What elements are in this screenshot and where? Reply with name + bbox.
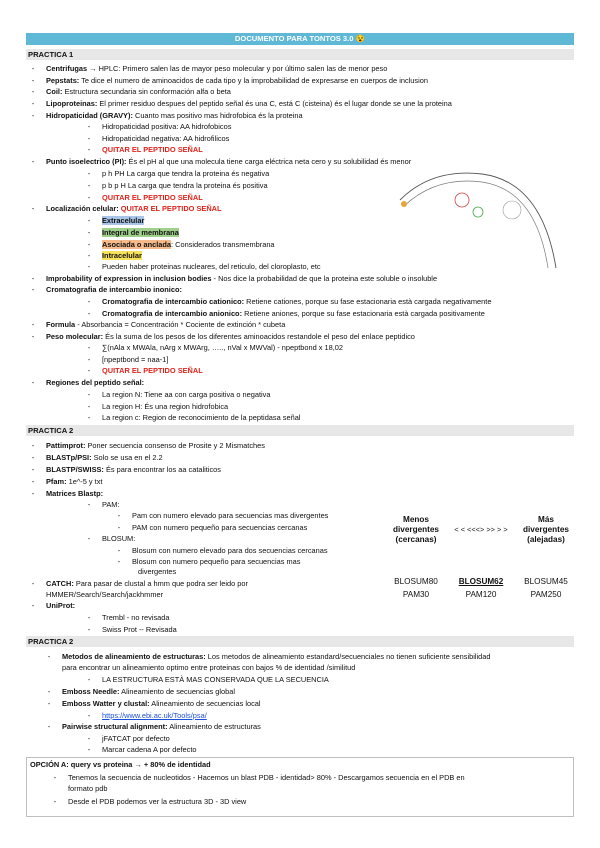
list-item: - Pam con numero elevado para secuencias mas divergentes: [117, 511, 329, 520]
table-cell: BLOSUM80: [394, 577, 438, 586]
list-item: - BLOSUM:: [87, 534, 136, 543]
list-item-continuation: formato pdb: [68, 784, 108, 793]
list-item: - Improbability of expression in inclusion bodies - Nos dice la probabilidad de que la proteina este soluble o insoluble: [31, 274, 438, 283]
list-item: - Blosum con numero pequeño para secuencias mas: [117, 557, 301, 566]
table-header-arrows: < < <<<> >> > >: [454, 525, 508, 534]
list-item: - La region H: És una region hidrofobica: [87, 402, 229, 411]
list-item: - Tenemos la secuencia de nucleotidos - Hacemos un blast PDB - identidad> 80% - Descargamos secuencia en el PDB en: [53, 773, 465, 782]
list-item: - PAM:: [87, 500, 120, 509]
table-header-menos: Menos divergentes (cercanas): [393, 515, 439, 544]
list-item: - Regiones del peptido señal:: [31, 378, 145, 387]
list-item: - Cromatografia de intercambio inonico:: [31, 285, 182, 294]
list-item: - Matrices Blastp:: [31, 489, 104, 498]
membrane-inner-line: [404, 181, 548, 268]
protein-marker-icon: [401, 201, 407, 207]
list-item: - QUITAR EL PEPTIDO SEÑAL: [87, 145, 203, 154]
list-item: - Emboss Watter y clustal: Alineamiento de secuencias local: [47, 699, 261, 708]
list-item: - BLASTP/SWISS: És para encontrar los aa cataliticos: [31, 465, 221, 474]
section-header-practica-1: PRACTICA 1: [26, 49, 574, 60]
list-item: - Peso molecular: És la suma de los pesos de los diferentes aminoacidos restandole el peso del enlace peptidico: [31, 332, 415, 341]
list-item: - Swiss Prot -- Revisada: [87, 625, 177, 634]
list-item: - jFATCAT por defecto: [87, 734, 170, 743]
membrane-outer-line: [400, 173, 556, 268]
list-item: - La region N: Tiene aa con carga positiva o negativa: [87, 390, 271, 399]
list-item: - Blosum con numero elevado para dos secuencias cercanas: [117, 546, 328, 555]
list-item: - Pepstats: Te dice el numero de aminoacidos de cada tipo y la improbabilidad de expresarse en cuerpos de inclusion: [31, 76, 428, 85]
psa-tools-link[interactable]: https://www.ebi.ac.uk/Tools/psa/: [102, 711, 207, 720]
list-item: - Centrifugas → HPLC: Primero salen las de mayor peso molecular y por último salen las de menor peso: [31, 64, 388, 73]
list-item: - Metodos de alineamiento de estructuras: Los metodos de alineamiento estandard/secuenciales no tienen suficiente sensibilidad: [47, 652, 491, 661]
list-item: - QUITAR EL PEPTIDO SEÑAL: [87, 366, 203, 375]
list-item: - Extracelular: [87, 216, 145, 225]
list-item: - Pattimprot: Poner secuencia consenso de Prosite y 2 Mismatches: [31, 441, 265, 450]
organelle-icon: [503, 201, 521, 219]
document-title: DOCUMENTO PARA TONTOS 3.0 😵: [26, 33, 574, 45]
list-item: - https://www.ebi.ac.uk/Tools/psa/: [87, 711, 207, 720]
list-item: - p b p H La carga que tendra la proteina és positiva: [87, 181, 268, 190]
list-item: - UniProt:: [31, 601, 76, 610]
list-item: - Hidropaticidad positiva: AA hidrofobicos: [87, 122, 232, 131]
list-item: - Pairwise structural alignment: Alineamiento de estructuras: [47, 722, 261, 731]
list-item: - Desde el PDB podemos ver la estructura 3D - 3D view: [53, 797, 247, 806]
list-item: - Punto isoelectrico (PI): És el pH al que una molecula tiene carga eléctrica neta cero y su solubilidad és menor: [31, 157, 412, 166]
list-item: - Coil: Estructura secundaria sin conformación alfa o beta: [31, 87, 231, 96]
table-cell: BLOSUM62: [458, 577, 504, 586]
list-item: - Integral de membrana: [87, 228, 179, 237]
list-item: - Localización celular: QUITAR EL PEPTIDO SEÑAL: [31, 204, 222, 213]
list-item: - [npeptbond = naa-1]: [87, 355, 169, 364]
table-cell: PAM250: [530, 590, 562, 599]
list-item: - Lipoproteinas: El primer residuo despues del peptido señal és una C, está C (cisteina) és el lugar donde se une la proteina: [31, 99, 452, 108]
list-item-continuation: HMMER/Search/Search/jackhmmer: [46, 590, 164, 599]
list-item: - La region c: Region de reconocimiento de la peptidasa señal: [87, 413, 301, 422]
list-item: - Asociada o anclada: Considerados transmembrana: [87, 240, 275, 249]
list-item: - PAM con numero pequeño para secuencias cercanas: [117, 523, 308, 532]
organelle-icon: [473, 207, 483, 217]
list-item: - Cromatografia de intercambio anionico: Retiene aniones, porque su fase estacionaria està cargada positivamente: [87, 309, 485, 318]
cell-diagram-sketch: [392, 160, 562, 275]
list-item-continuation: para encontrar un alineamiento optimo entre proteinas con bajos % de identidad /similitud: [62, 663, 356, 672]
section-header-practica-2: PRACTICA 2: [26, 425, 574, 436]
list-item: - Intracelular: [87, 251, 142, 260]
list-item: - Pfam: 1e^-5 y txt: [31, 477, 103, 486]
table-cell: PAM120: [465, 590, 497, 599]
section-header-practica-2b: PRACTICA 2: [26, 636, 574, 647]
list-item: - Marcar cadena A por defecto: [87, 745, 197, 754]
list-item: - Hidropaticidad (GRAVY): Cuanto mas positivo mas hidrofobica és la proteina: [31, 111, 303, 120]
list-item: - BLASTp/PSI: Solo se usa en el 2.2: [31, 453, 163, 462]
organelle-icon: [455, 193, 469, 207]
table-cell: BLOSUM45: [524, 577, 568, 586]
list-item: - Formula - Absorbancia = Concentración * Cociente de extinción * cubeta: [31, 320, 286, 329]
list-item: - LA ESTRUCTURA ESTÀ MAS CONSERVADA QUE LA SECUENCIA: [87, 675, 329, 684]
table-cell: PAM30: [402, 590, 430, 599]
list-item: - Trembl - no revisada: [87, 613, 170, 622]
list-item: - QUITAR EL PEPTIDO SEÑAL: [87, 193, 203, 202]
list-item: - ∑(nAla x MWAla, nArg x MWArg, ….., nVal x MWVal) - npeptbond x 18,02: [87, 343, 344, 352]
list-item: - Pueden haber proteinas nucleares, del reticulo, del cloroplasto, etc: [87, 262, 321, 271]
option-a-title: OPCIÓN A: query vs proteina → + 80% de identidad: [30, 760, 211, 769]
list-item: - Emboss Needle: Alineamiento de secuencias global: [47, 687, 235, 696]
list-item: - p h PH La carga que tendra la proteina és negativa: [87, 169, 270, 178]
list-item: - CATCH: Para pasar de clustal a hmm que podra ser leido por: [31, 579, 248, 588]
list-item: - Cromatografia de intercambio cationico: Retiene cationes, porque su fase estacionaria està cargada negativamente: [87, 297, 492, 306]
list-item-continuation: divergentes: [138, 567, 177, 576]
table-header-mas: Más divergentes (alejadas): [523, 515, 569, 544]
list-item: - Hidropaticidad negativa: AA hidrofilicos: [87, 134, 230, 143]
